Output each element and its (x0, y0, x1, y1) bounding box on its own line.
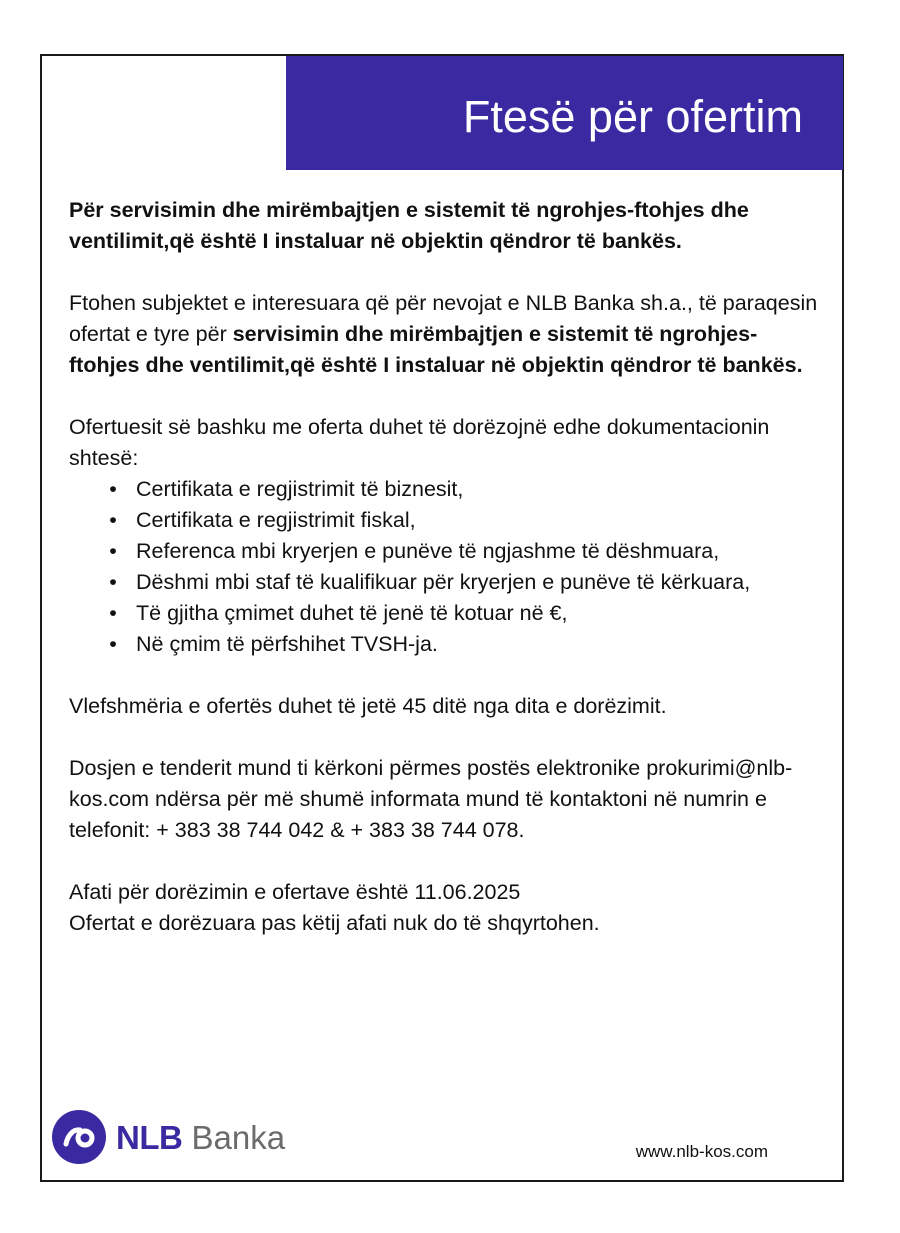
invitation-lead: Ftohen subjektet e interesuara që për nevojat e NLB Banka sh.a., të paraqesin ofertat e tyre për (69, 291, 818, 346)
title-banner (286, 56, 843, 170)
nlb-logo-icon (52, 1110, 106, 1164)
logo-wordmark (116, 1119, 285, 1157)
list-item: • Të gjitha çmimet duhet të jenë të kotuar në €, (69, 598, 819, 629)
contact-paragraph: Dosjen e tenderit mund ti kërkoni përmes postës elektronike prokurimi@nlb-kos.com ndërsa për më shumë informata mund të kontaktoni në numrin e telefonit: + 383 38 744 042 & + 383 38 744 078. (69, 756, 793, 842)
list-item: • Certifikata e regjistrimit të biznesit, (69, 474, 819, 505)
bullet-icon: • (109, 632, 117, 656)
list-item: • Në çmim të përfshihet TVSH-ja. (69, 629, 819, 660)
list-item: • Certifikata e regjistrimit fiskal, (69, 505, 819, 536)
requirements-list (69, 474, 819, 660)
list-item: • Dëshmi mbi staf të kualifikuar për kryerjen e punëve të kërkuara, (69, 567, 819, 598)
validity-paragraph: Vlefshmëria e ofertës duhet të jetë 45 ditë nga dita e dorëzimit. (69, 694, 667, 718)
bullet-icon: • (109, 570, 117, 594)
bullet-icon: • (109, 508, 117, 532)
requirements-intro: Ofertuesit së bashku me oferta duhet të dorëzojnë edhe dokumentacionin shtesë: (69, 415, 770, 470)
logo-nlb: NLB (116, 1119, 183, 1156)
invitation-paragraph (69, 288, 819, 381)
deadline-note: Ofertat e dorëzuara pas këtij afati nuk do të shqyrtohen. (69, 911, 600, 935)
document-body (69, 195, 819, 939)
deadline-line: Afati për dorëzimin e ofertave është 11.06.2025 (69, 880, 521, 904)
logo-banka: Banka (191, 1119, 286, 1156)
bullet-icon: • (109, 477, 117, 501)
bullet-icon: • (109, 601, 117, 625)
website-link[interactable]: www.nlb-kos.com (635, 1142, 768, 1161)
list-item: • Referenca mbi kryerjen e punëve të ngjashme të dëshmuara, (69, 536, 819, 567)
page-title: Ftesë për ofertim (462, 91, 803, 142)
bullet-icon: • (109, 539, 117, 563)
invitation-subject: servisimin dhe mirëmbajtjen e sistemit të ngrohjes-ftohjes dhe ventilimit,që është I instaluar në objektin qëndror të bankës. (69, 322, 803, 377)
nlb-banka-logo (52, 1110, 292, 1166)
intro-heading: Për servisimin dhe mirëmbajtjen e sistemit të ngrohjes-ftohjes dhe ventilimit,që është I instaluar në objektin qëndror të bankës. (69, 198, 749, 253)
